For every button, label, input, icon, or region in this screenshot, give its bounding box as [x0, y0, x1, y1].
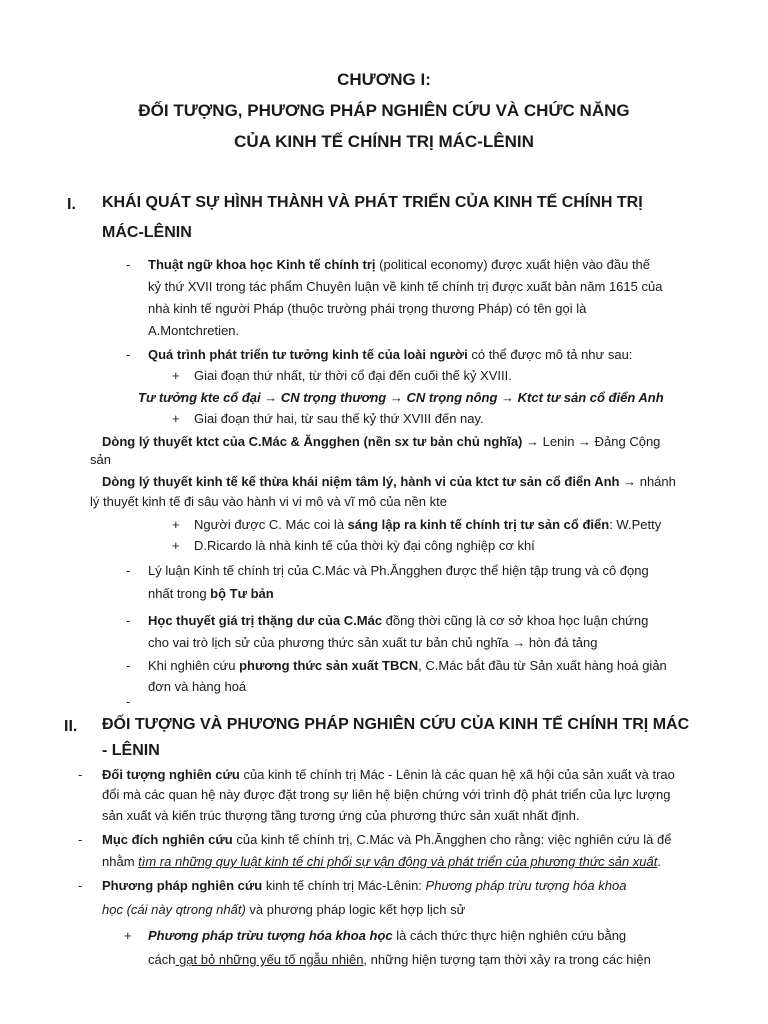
paragraph-line	[102, 902, 465, 917]
paragraph-line	[148, 928, 626, 943]
paragraph-line	[148, 257, 650, 272]
paragraph-line: A.Montchretien.	[148, 323, 240, 338]
bullet-plus: +	[172, 411, 180, 426]
paragraph-line: Giai đoạn thứ hai, từ sau thế kỷ thứ XVIII đến nay.	[194, 411, 484, 426]
text-run: nhằm	[102, 854, 139, 869]
text-run: của kinh tế chính trị Mác - Lênin là các quan hệ xã hội của sản xuất và trao	[239, 767, 675, 782]
bullet-dash: -	[78, 767, 83, 782]
text-run: là cách thức thực hiện nghiên cứu bằng	[392, 928, 627, 943]
text-run: Khi nghiên cứu	[148, 658, 240, 673]
text-run: (political economy) được xuất hiện vào đầu thế	[375, 257, 651, 272]
paragraph-line	[102, 434, 660, 449]
paragraph-line: sản xuất và kiến trúc thượng tầng tương ứng của phương thức sản xuất nhất định.	[102, 808, 580, 823]
section-number-2: II.	[64, 718, 78, 735]
text-run: nhất trong	[148, 586, 211, 601]
bullet-dash: -	[126, 563, 131, 578]
paragraph-line: đơn và hàng hoá	[148, 679, 247, 694]
evolution-chain: Tư tưởng kte cổ đại → CN trọng thương → CN trọng nông → Ktct tư sản cổ điển Anh	[138, 390, 664, 405]
chapter-number: CHƯƠNG I:	[337, 70, 431, 89]
italic-text: Phương pháp trừu tượng hóa khoa	[425, 878, 627, 893]
section-number-1: I.	[67, 196, 76, 213]
bullet-dash: -	[126, 694, 131, 709]
text-run: : W.Petty	[609, 517, 662, 532]
paragraph-line: sản	[90, 452, 111, 467]
text-run: kinh tế chính trị Mác-Lênin:	[262, 878, 426, 893]
text-run: và phương pháp logic kết hợp lịch sử	[245, 902, 466, 917]
bold-term: Học thuyết giá trị thặng dư của C.Mác	[148, 613, 383, 628]
paragraph-line	[194, 517, 661, 532]
paragraph-line: nhà kinh tế người Pháp (thuộc trường phái trọng thương Pháp) có tên gọi là	[148, 301, 587, 316]
paragraph-line: đổi mà các quan hệ này được đặt trong sự liên hệ biện chứng với trình độ phát triển của lực lượng	[102, 787, 671, 802]
bold-term: Thuật ngữ khoa học Kinh tế chính trị	[148, 257, 376, 272]
bullet-plus: +	[172, 368, 180, 383]
text-run: cách	[148, 952, 176, 967]
bullet-plus: +	[172, 538, 180, 553]
paragraph-line: D.Ricardo là nhà kinh tế của thời kỳ đại công nghiệp cơ khí	[194, 538, 535, 553]
bullet-plus: +	[172, 517, 180, 532]
paragraph-line	[148, 952, 651, 967]
bold-term: Phương pháp nghiên cứu	[102, 878, 263, 893]
section-heading-1-line2: MÁC-LÊNIN	[102, 224, 192, 241]
text-run: có thể được mô tả như sau:	[467, 347, 633, 362]
paragraph-line: lý thuyết kinh tế đi sâu vào hành vi vi mô và vĩ mô của nền kte	[90, 494, 447, 509]
bold-term: Quá trình phát triển tư tưởng kinh tế của loài người	[148, 347, 468, 362]
section-heading-1-line1: KHÁI QUÁT SỰ HÌNH THÀNH VÀ PHÁT TRIỂN CỦA KINH TẾ CHÍNH TRỊ	[102, 194, 643, 211]
bold-term: Dòng lý thuyết kinh tế kế thừa khái niệm tâm lý, hành vi của ktct tư sản cổ điển Anh	[102, 474, 620, 489]
bold-term: sáng lập ra kinh tế chính trị tư sản cổ điển	[347, 517, 610, 532]
chapter-title-line1: ĐỐI TƯỢNG, PHƯƠNG PHÁP NGHIÊN CỨU VÀ CHỨC NĂNG	[138, 101, 630, 120]
underlined-text: gạt bỏ những yếu tố ngẫu nhiên,	[175, 952, 368, 967]
paragraph-line: Giai đoạn thứ nhất, từ thời cổ đại đến cuối thế kỷ XVIII.	[194, 368, 512, 383]
bold-term: Dòng lý thuyết ktct của C.Mác & Ăngghen (nền sx tư bản chủ nghĩa)	[102, 434, 523, 449]
paragraph-line: Lý luận Kinh tế chính trị của C.Mác và Ph.Ăngghen được thể hiện tập trung và cô đọng	[148, 563, 649, 578]
text-run: của kinh tế chính trị, C.Mác và Ph.Ăngghen cho rằng: việc nghiên cứu là để	[232, 832, 672, 847]
bold-italic-term: Phương pháp trừu tượng hóa khoa học	[148, 928, 393, 943]
paragraph-line	[102, 878, 626, 893]
paragraph-line: cho vai trò lịch sử của phương thức sản xuất tư bản chủ nghĩa → hòn đá tảng	[148, 635, 598, 650]
text-run: những hiện tượng tạm thời xảy ra trong các hiện	[367, 952, 651, 967]
bullet-dash: -	[126, 257, 131, 272]
italic-text: học (cái này qtrong nhất)	[102, 902, 246, 917]
bullet-dash: -	[78, 832, 83, 847]
text-run: đồng thời cũng là cơ sở khoa học luận chứng	[382, 613, 649, 628]
bold-term: phương thức sản xuất TBCN	[239, 658, 419, 673]
paragraph-line	[148, 613, 648, 628]
text-run: → Lenin → Đảng Cộng	[522, 434, 661, 449]
bullet-dash: -	[78, 878, 83, 893]
paragraph-line: kỷ thứ XVII trong tác phẩm Chuyên luận về kinh tế chính trị được xuất bản năm 1615 của	[148, 279, 663, 294]
paragraph-line	[102, 832, 671, 847]
paragraph-line	[148, 586, 274, 601]
bold-term: Đối tượng nghiên cứu	[102, 767, 240, 782]
text-run: → nhánh	[619, 474, 676, 489]
chapter-title-line2: CỦA KINH TẾ CHÍNH TRỊ MÁC-LÊNIN	[234, 132, 534, 151]
paragraph-line	[102, 474, 676, 489]
bold-term: Mục đích nghiên cứu	[102, 832, 233, 847]
bullet-dash: -	[126, 658, 131, 673]
text-run: Người được C. Mác coi là	[194, 517, 348, 532]
text-run: .	[657, 854, 661, 869]
emphasized-text: tìm ra những quy luật kinh tế chi phối sự vận động và phát triển của phương thức sản xuất	[138, 854, 658, 869]
bullet-dash: -	[126, 347, 131, 362]
bullet-dash: -	[126, 613, 131, 628]
text-run: , C.Mác bắt đầu từ Sản xuất hàng hoá giản	[418, 658, 667, 673]
section-heading-2-line1: ĐỐI TƯỢNG VÀ PHƯƠNG PHÁP NGHIÊN CỨU CỦA KINH TẾ CHÍNH TRỊ MÁC	[102, 716, 690, 733]
paragraph-line	[148, 658, 667, 673]
paragraph-line	[148, 347, 632, 362]
bold-term: bộ Tư bản	[210, 586, 274, 601]
paragraph-line	[102, 854, 661, 869]
section-heading-2-line2: - LÊNIN	[102, 742, 160, 759]
paragraph-line	[102, 767, 675, 782]
bullet-plus: +	[124, 928, 132, 943]
